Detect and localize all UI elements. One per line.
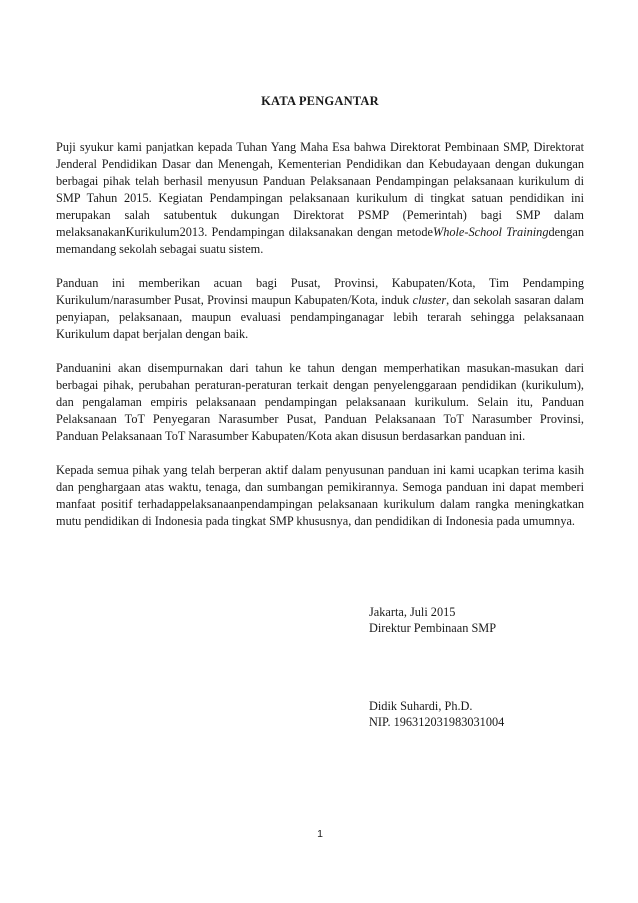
paragraph-2 [56,275,584,343]
document-body [56,139,584,547]
paragraph-4 [56,462,584,530]
signature-nip: NIP. 196312031983031004 [369,715,505,729]
text-run: Panduanini akan disempurnakan dari tahun ke tahun dengan memperhatikan masukan-masukan dari berbagai pihak, perubahan peraturan-peraturan terkait dengan penyelenggaraan pendidikan (kurikulum), dan pengalaman empiris pelaksanaan pendampingan pelaksanaan kurikulum. Selain itu, Panduan Pelaksanaan ToT Penyegaran Narasumber Pusat, Panduan Pelaksanaan ToT Narasumber Provinsi, Panduan Pelaksanaan ToT Narasumber Kabupaten/Kota akan disusun berdasarkan panduan ini. [56,361,584,443]
signature-name: Didik Suhardi, Ph.D. [369,699,473,713]
text-run: Panduan ini memberikan acuan bagi Pusat, Provinsi, Kabupaten/Kota, Tim Pendamping Kurikulum/narasumber Pusat, Provinsi maupun Kabupaten/Kota, induk [56,276,584,307]
signature-position: Direktur Pembinaan SMP [369,621,497,635]
italic-term: Whole-School Training [432,225,549,239]
text-run: Puji syukur kami panjatkan kepada Tuhan Yang Maha Esa bahwa Direktorat Pembinaan SMP, Direktorat Jenderal Pendidikan Dasar dan Menengah, Kementerian Pendidikan dan Kebudayaan dengan dukungan berbagai pihak telah berhasil menyusun Panduan Pelaksanaan Pendampingan pelaksanaan kurikulum di SMP Tahun 2015. Kegiatan Pendampingan pelaksanaan kurikulum di tingkat satuan pendidikan ini merupakan salah satubentuk dukungan Direktorat PSMP (Pemerintah) bagi SMP dalam melaksanakanKurikulum2013. Pendampingan dilaksanakan dengan metode [56,140,584,239]
italic-term: cluster [412,293,447,307]
text-run: , dan sekolah sasaran dalam penyiapan, pelaksanaan, maupun evaluasi pendampinganagar lebih terarah sehingga pelaksanaan Kurikulum dapat berjalan dengan baik. [56,293,584,341]
paragraph-3 [56,360,584,445]
text-run: Kepada semua pihak yang telah berperan aktif dalam penyusunan panduan ini kami ucapkan terima kasih dan penghargaan atas waktu, tenaga, dan sumbangan pemikirannya. Semoga panduan ini dapat memberi manfaat positif terhadappelaksanaanpendampingan pelaksanaan kurikulum dalam rangka meningkatkan mutu pendidikan di Indonesia pada tingkat SMP khususnya, dan pendidikan di Indonesia pada umumnya. [56,463,584,528]
text-run: dengan memandang sekolah sebagai suatu sistem. [56,225,584,256]
signature-place-date: Jakarta, Juli 2015 [369,605,456,619]
signature-footer [369,698,504,730]
document-page [56,0,584,903]
paragraph-1 [56,139,584,258]
page-number: 1 [317,828,323,840]
signature-header [369,604,496,636]
page-title: KATA PENGANTAR [261,94,379,108]
